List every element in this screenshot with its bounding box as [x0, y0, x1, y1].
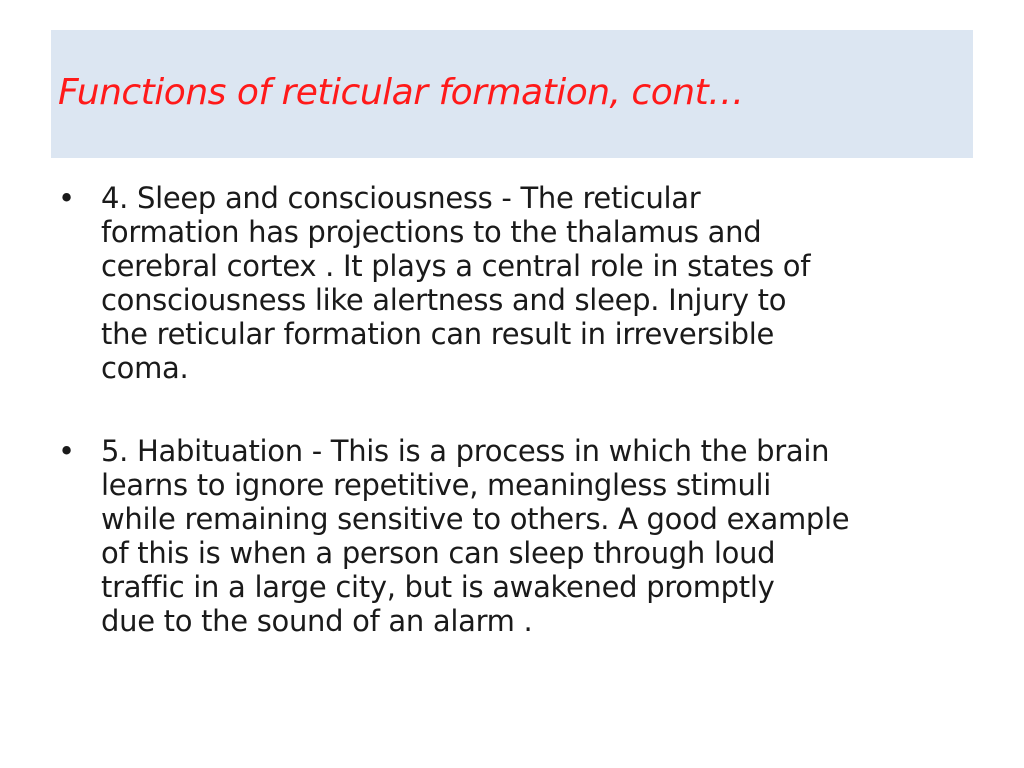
bullet-text-line: while remaining sensitive to others. A good example — [101, 502, 850, 536]
bullet-item-sleep — [58, 181, 968, 385]
bullet-text-line: 5. Habituation - This is a process in which the brain — [101, 434, 830, 468]
bullet-text-line: due to the sound of an alarm . — [101, 604, 533, 638]
bullet-text-line: cerebral cortex . It plays a central role in states of — [101, 249, 811, 283]
bullet-item-habituation — [58, 434, 968, 638]
bullet-text-line: traffic in a large city, but is awakened promptly — [101, 570, 775, 604]
bullet-list — [58, 181, 968, 638]
bullet-text-line: learns to ignore repetitive, meaningless stimuli — [101, 468, 772, 502]
bullet-dot-icon: • — [58, 181, 75, 215]
bullet-text-line: consciousness like alertness and sleep. Injury to — [101, 283, 787, 317]
bullet-text-line: coma. — [101, 351, 189, 385]
bullet-text-line: 4. Sleep and consciousness - The reticular — [101, 181, 701, 215]
bullet-dot-icon: • — [58, 434, 75, 468]
slide-title: Functions of reticular formation, cont… — [58, 72, 744, 113]
bullet-text-line: formation has projections to the thalamus and — [101, 215, 762, 249]
bullet-text-line: of this is when a person can sleep through loud — [101, 536, 776, 570]
bullet-text-line: the reticular formation can result in irreversible — [101, 317, 775, 351]
